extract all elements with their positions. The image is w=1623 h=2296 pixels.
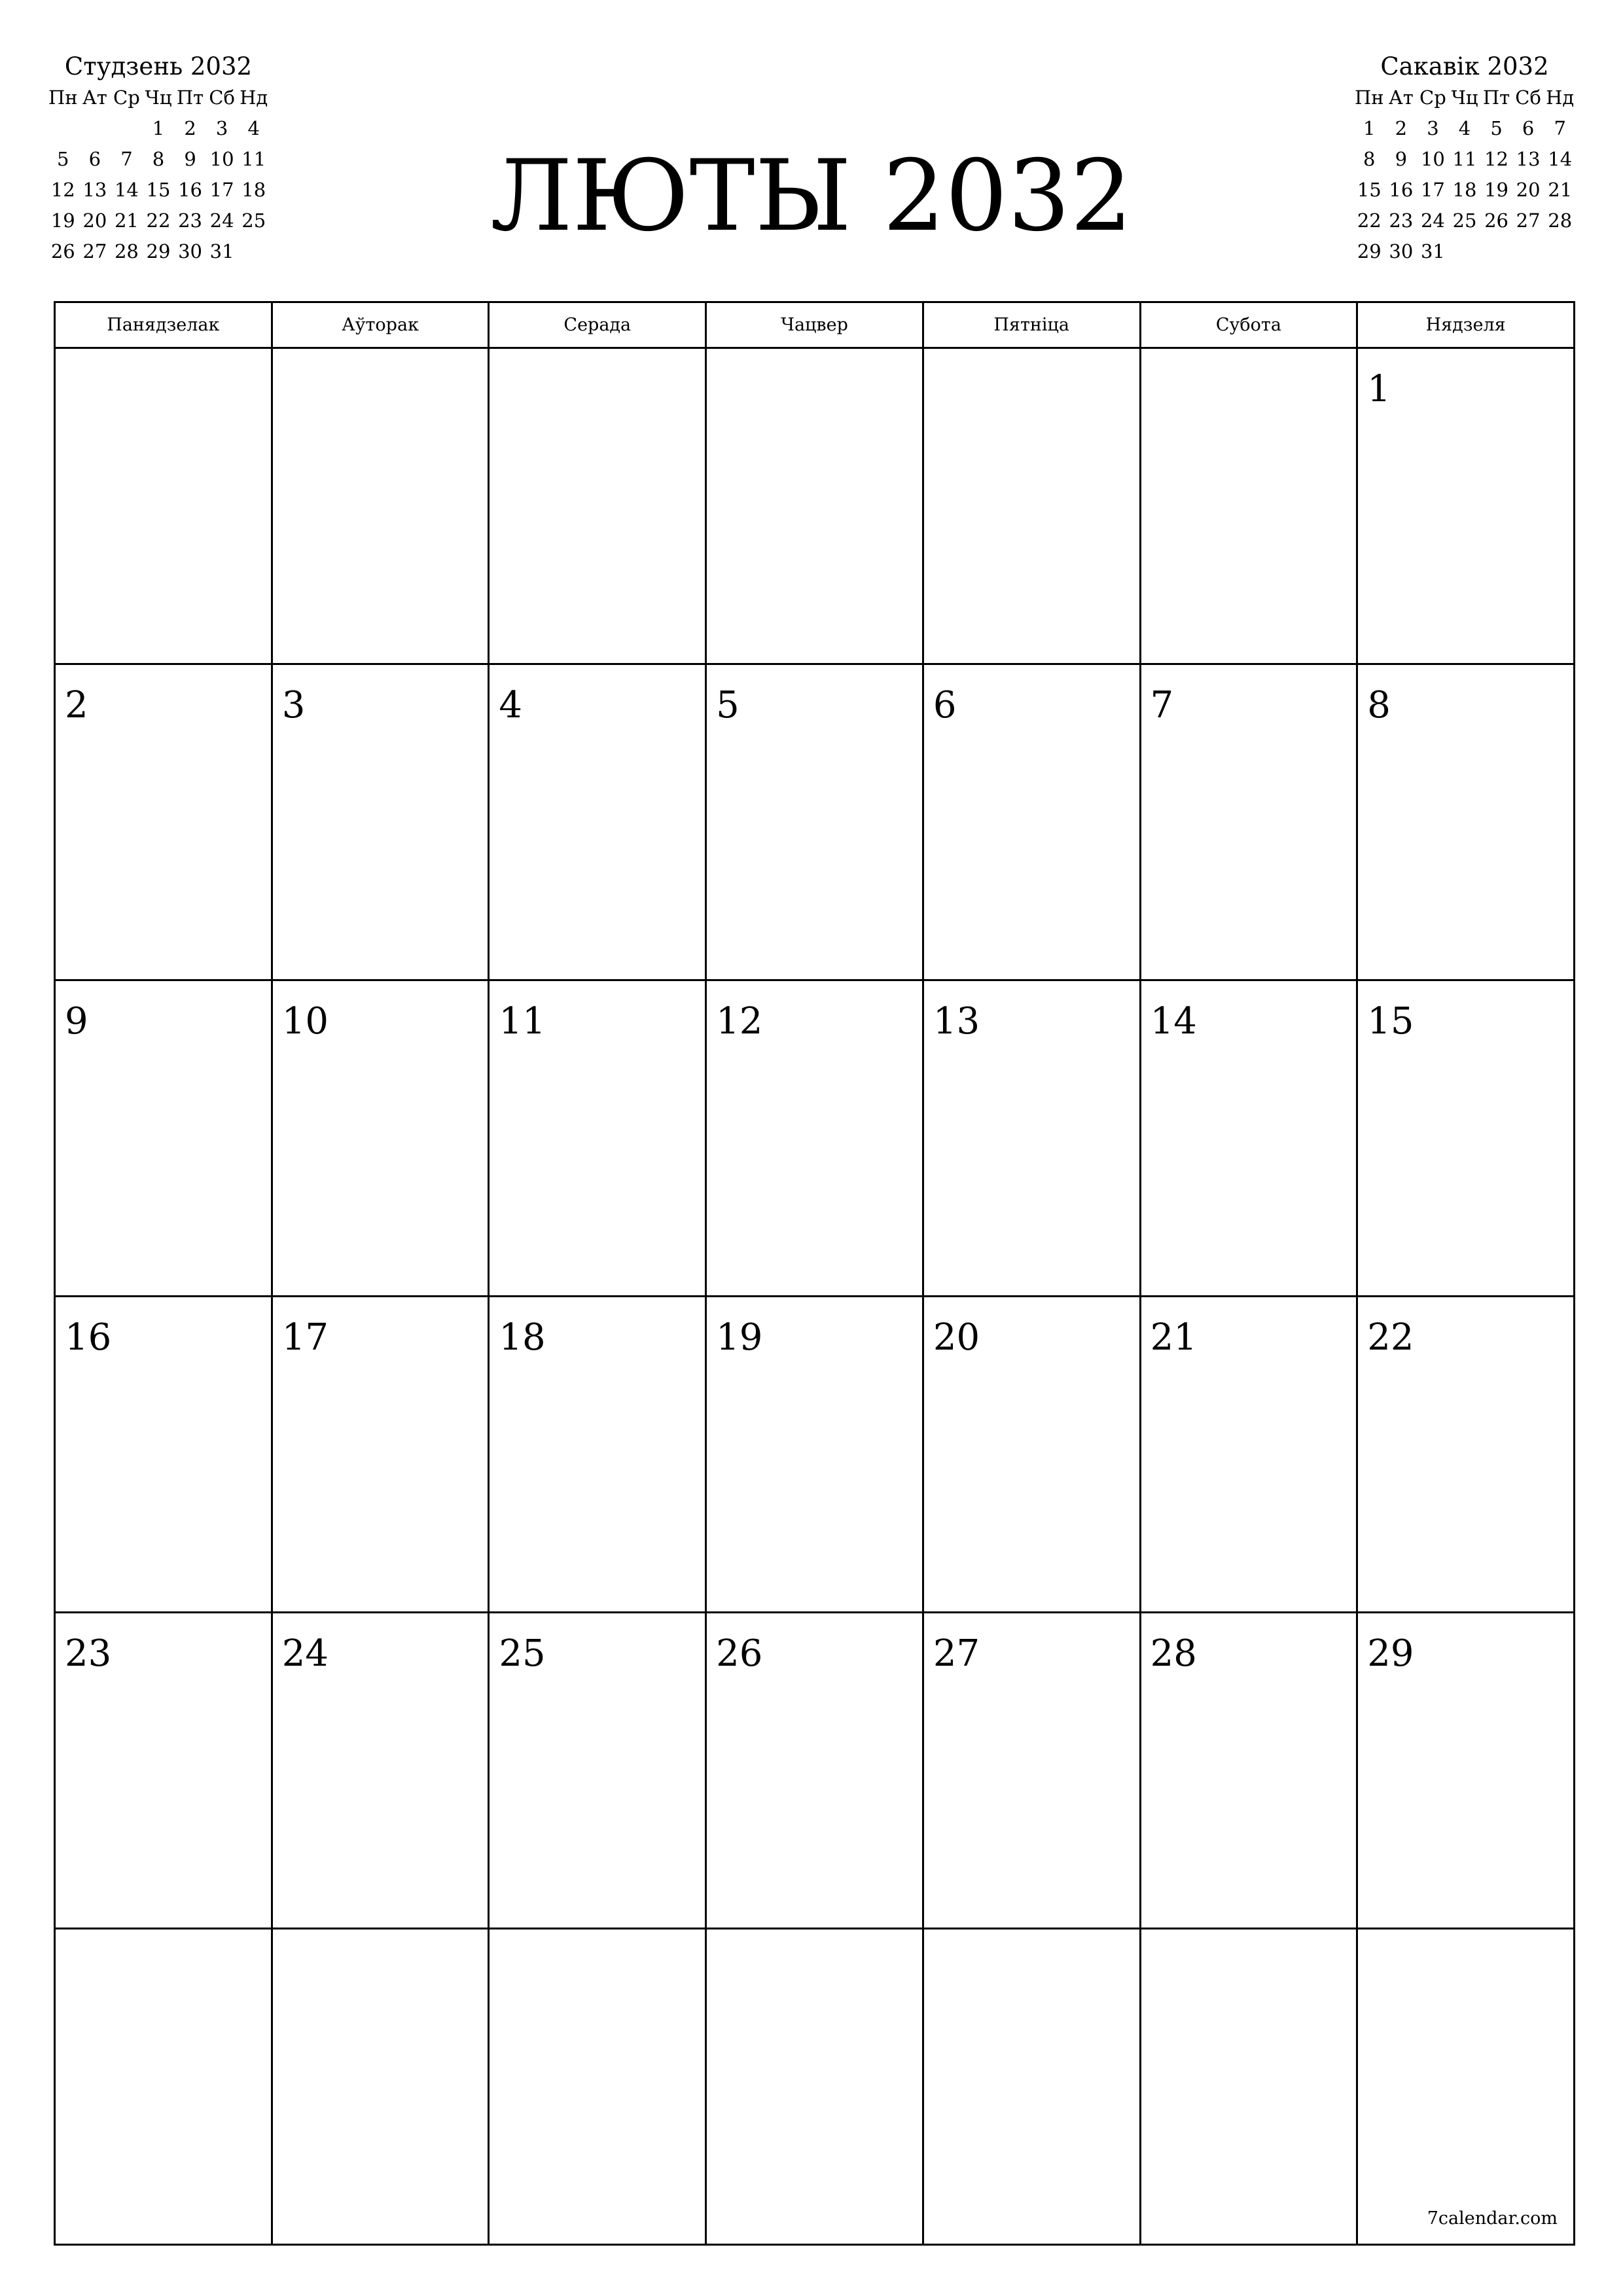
day-cell bbox=[924, 1297, 1141, 1613]
footer-credit: 7calendar.com bbox=[1427, 2208, 1558, 2229]
mini-weekday-label: Пн bbox=[1354, 86, 1384, 109]
day-cell bbox=[707, 349, 924, 665]
day-number: 21 bbox=[1150, 1316, 1197, 1359]
mini-day-number: 4 bbox=[247, 117, 260, 139]
mini-day-number: 17 bbox=[209, 179, 234, 201]
day-cell bbox=[1358, 1297, 1575, 1613]
mini-day-number: 23 bbox=[178, 209, 203, 232]
day-number: 11 bbox=[499, 1000, 546, 1043]
next-month-mini-calendar bbox=[1353, 51, 1576, 298]
day-cell bbox=[1358, 981, 1575, 1297]
mini-day-number: 20 bbox=[1516, 179, 1541, 201]
day-cell bbox=[1141, 1297, 1359, 1613]
mini-day-number: 21 bbox=[1548, 179, 1573, 201]
mini-weekday-label: Пт bbox=[1482, 86, 1510, 109]
weekday-header: Чацвер bbox=[707, 303, 924, 349]
mini-weekday-label: Пт bbox=[176, 86, 204, 109]
mini-day-number: 14 bbox=[114, 179, 139, 201]
day-number: 26 bbox=[716, 1632, 763, 1675]
day-cell bbox=[56, 349, 273, 665]
mini-day-number: 5 bbox=[57, 148, 69, 170]
day-cell bbox=[707, 1929, 924, 2246]
mini-day-number: 19 bbox=[1484, 179, 1509, 201]
mini-day-number: 28 bbox=[114, 240, 139, 262]
day-number: 12 bbox=[716, 1000, 763, 1043]
day-number: 10 bbox=[281, 1000, 329, 1043]
day-number: 14 bbox=[1150, 1000, 1197, 1043]
day-cell bbox=[490, 981, 707, 1297]
day-number: 4 bbox=[499, 684, 523, 726]
mini-day-number: 11 bbox=[1452, 148, 1477, 170]
mini-day-number: 31 bbox=[1420, 240, 1445, 262]
day-cell bbox=[707, 1297, 924, 1613]
day-number: 1 bbox=[1367, 368, 1391, 410]
mini-day-number: 13 bbox=[82, 179, 107, 201]
day-number: 19 bbox=[716, 1316, 763, 1359]
mini-day-number: 25 bbox=[241, 209, 266, 232]
mini-weekday-label: Нд bbox=[240, 86, 268, 109]
mini-day-number bbox=[79, 113, 111, 144]
day-cell bbox=[1358, 665, 1575, 981]
day-number: 17 bbox=[281, 1316, 329, 1359]
mini-day-number: 3 bbox=[215, 117, 228, 139]
mini-day-number bbox=[1449, 236, 1481, 267]
day-number: 20 bbox=[933, 1316, 980, 1359]
mini-weekday-label: Сб bbox=[1515, 86, 1541, 109]
mini-day-number: 26 bbox=[1484, 209, 1509, 232]
mini-day-number: 24 bbox=[1420, 209, 1445, 232]
mini-day-number: 17 bbox=[1420, 179, 1445, 201]
mini-day-number: 15 bbox=[146, 179, 171, 201]
mini-day-number: 18 bbox=[1452, 179, 1477, 201]
mini-weekday-label: Пн bbox=[48, 86, 78, 109]
weekday-header: Субота bbox=[1141, 303, 1359, 349]
day-cell bbox=[490, 665, 707, 981]
mini-day-number: 10 bbox=[209, 148, 234, 170]
day-cell bbox=[490, 1613, 707, 1929]
day-cell bbox=[924, 665, 1141, 981]
mini-day-number: 13 bbox=[1516, 148, 1541, 170]
day-number: 6 bbox=[933, 684, 957, 726]
mini-day-number: 15 bbox=[1357, 179, 1382, 201]
day-number: 16 bbox=[65, 1316, 112, 1359]
day-cell bbox=[273, 1613, 490, 1929]
day-number: 28 bbox=[1150, 1632, 1197, 1675]
mini-day-number: 16 bbox=[1389, 179, 1414, 201]
mini-day-number: 14 bbox=[1548, 148, 1573, 170]
mini-day-number: 2 bbox=[184, 117, 196, 139]
day-cell bbox=[273, 349, 490, 665]
prev-month-mini-calendar bbox=[47, 51, 270, 298]
page-title: ЛЮТЫ 2032 bbox=[490, 139, 1133, 253]
mini-weekday-label: Ср bbox=[1419, 86, 1446, 109]
mini-day-number: 30 bbox=[1389, 240, 1414, 262]
mini-weekday-label: Нд bbox=[1546, 86, 1575, 109]
weekday-header-row bbox=[56, 303, 1575, 349]
mini-day-number: 6 bbox=[88, 148, 101, 170]
day-number: 3 bbox=[281, 684, 306, 726]
mini-day-number: 7 bbox=[1554, 117, 1566, 139]
day-number: 8 bbox=[1367, 684, 1391, 726]
day-number: 7 bbox=[1150, 684, 1174, 726]
day-number: 29 bbox=[1367, 1632, 1414, 1675]
day-cell bbox=[1141, 1929, 1359, 2246]
day-cell bbox=[707, 1613, 924, 1929]
day-cell bbox=[1141, 665, 1359, 981]
weekday-header: Пятніца bbox=[924, 303, 1141, 349]
mini-day-number: 31 bbox=[209, 240, 234, 262]
mini-day-number: 30 bbox=[178, 240, 203, 262]
day-cell bbox=[56, 1297, 273, 1613]
day-cell bbox=[1141, 349, 1359, 665]
mini-day-number bbox=[79, 267, 111, 298]
mini-day-number: 10 bbox=[1420, 148, 1445, 170]
day-number: 13 bbox=[933, 1000, 980, 1043]
day-cell bbox=[1358, 1613, 1575, 1929]
day-number: 25 bbox=[499, 1632, 546, 1675]
day-cell bbox=[707, 665, 924, 981]
mini-weekday-label: Ср bbox=[113, 86, 140, 109]
mini-day-number: 16 bbox=[178, 179, 203, 201]
day-cell bbox=[56, 1929, 273, 2246]
mini-day-number: 22 bbox=[146, 209, 171, 232]
mini-day-number bbox=[47, 113, 79, 144]
day-cell bbox=[56, 665, 273, 981]
mini-day-number: 28 bbox=[1548, 209, 1573, 232]
mini-day-number bbox=[143, 267, 175, 298]
day-cell bbox=[273, 1929, 490, 2246]
weekday-header: Нядзеля bbox=[1358, 303, 1575, 349]
day-number: 22 bbox=[1367, 1316, 1414, 1359]
mini-day-number: 12 bbox=[50, 179, 75, 201]
day-number: 23 bbox=[65, 1632, 112, 1675]
day-grid bbox=[56, 349, 1575, 2246]
month-calendar bbox=[54, 301, 1575, 2246]
day-cell bbox=[1141, 1613, 1359, 1929]
next-month-grid bbox=[1353, 82, 1576, 298]
day-cell bbox=[490, 1297, 707, 1613]
prev-month-title: Студзень 2032 bbox=[64, 52, 253, 81]
day-cell bbox=[273, 981, 490, 1297]
mini-day-number: 18 bbox=[241, 179, 266, 201]
mini-day-number: 21 bbox=[114, 209, 139, 232]
mini-weekday-label: Сб bbox=[209, 86, 235, 109]
mini-day-number: 26 bbox=[50, 240, 75, 262]
mini-day-number: 23 bbox=[1389, 209, 1414, 232]
mini-day-number: 8 bbox=[152, 148, 165, 170]
weekday-header: Панядзелак bbox=[56, 303, 273, 349]
mini-day-number: 20 bbox=[82, 209, 107, 232]
day-number: 15 bbox=[1367, 1000, 1414, 1043]
day-cell bbox=[1358, 1929, 1575, 2246]
mini-day-number bbox=[111, 267, 143, 298]
mini-day-number: 25 bbox=[1452, 209, 1477, 232]
day-cell bbox=[490, 1929, 707, 2246]
mini-day-number bbox=[238, 236, 270, 267]
mini-day-number: 5 bbox=[1490, 117, 1503, 139]
mini-day-number bbox=[1480, 236, 1512, 267]
mini-day-number: 1 bbox=[152, 117, 165, 139]
mini-day-number bbox=[1353, 267, 1385, 298]
mini-day-number: 4 bbox=[1458, 117, 1471, 139]
day-cell bbox=[1358, 349, 1575, 665]
mini-day-number: 27 bbox=[1516, 209, 1541, 232]
day-cell bbox=[273, 1297, 490, 1613]
mini-day-number: 22 bbox=[1357, 209, 1382, 232]
mini-day-number bbox=[47, 267, 79, 298]
mini-day-number bbox=[111, 113, 143, 144]
mini-weekday-label: Ат bbox=[1388, 86, 1414, 109]
day-number: 5 bbox=[716, 684, 740, 726]
day-cell bbox=[490, 349, 707, 665]
weekday-header: Серада bbox=[490, 303, 707, 349]
mini-weekday-label: Ат bbox=[82, 86, 107, 109]
day-number: 24 bbox=[281, 1632, 329, 1675]
mini-day-number: 6 bbox=[1522, 117, 1535, 139]
day-cell bbox=[273, 665, 490, 981]
day-cell bbox=[707, 981, 924, 1297]
mini-day-number: 1 bbox=[1363, 117, 1376, 139]
mini-day-number: 27 bbox=[82, 240, 107, 262]
weekday-header: Аўторак bbox=[273, 303, 490, 349]
mini-day-number: 8 bbox=[1363, 148, 1376, 170]
day-cell bbox=[1141, 981, 1359, 1297]
day-cell bbox=[56, 1613, 273, 1929]
mini-day-number: 9 bbox=[184, 148, 196, 170]
day-cell bbox=[924, 981, 1141, 1297]
mini-day-number bbox=[1544, 236, 1576, 267]
day-number: 27 bbox=[933, 1632, 980, 1675]
mini-weekday-label: Чц bbox=[145, 86, 172, 109]
mini-day-number: 24 bbox=[209, 209, 234, 232]
mini-day-number: 19 bbox=[50, 209, 75, 232]
day-cell bbox=[924, 349, 1141, 665]
mini-day-number: 2 bbox=[1395, 117, 1408, 139]
day-cell bbox=[56, 981, 273, 1297]
mini-day-number: 9 bbox=[1395, 148, 1408, 170]
day-cell bbox=[924, 1929, 1141, 2246]
mini-day-number: 3 bbox=[1427, 117, 1439, 139]
day-number: 18 bbox=[499, 1316, 546, 1359]
mini-day-number: 7 bbox=[120, 148, 133, 170]
next-month-title: Сакавік 2032 bbox=[1380, 52, 1549, 81]
day-number: 9 bbox=[65, 1000, 88, 1043]
prev-month-grid bbox=[47, 82, 270, 298]
mini-weekday-label: Чц bbox=[1451, 86, 1478, 109]
mini-day-number: 12 bbox=[1484, 148, 1509, 170]
day-cell bbox=[924, 1613, 1141, 1929]
day-number: 2 bbox=[65, 684, 88, 726]
mini-day-number: 11 bbox=[241, 148, 266, 170]
mini-day-number bbox=[1512, 236, 1544, 267]
mini-day-number: 29 bbox=[146, 240, 171, 262]
mini-day-number: 29 bbox=[1357, 240, 1382, 262]
